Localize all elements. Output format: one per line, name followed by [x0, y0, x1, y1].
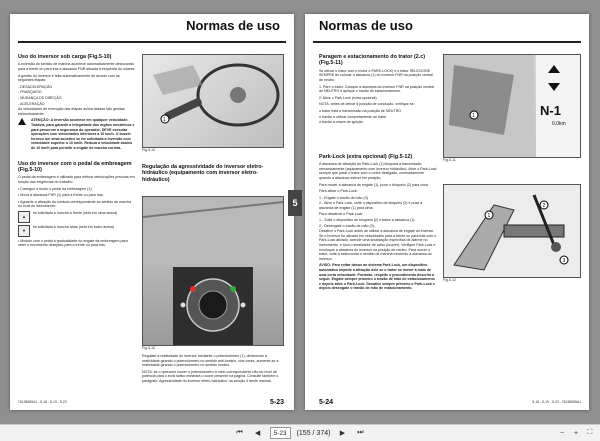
figure-label: Fig.5-10 [142, 346, 156, 350]
paragraph: A gestão do inversor é feita automaticamente de acordo com as seguintes etapas: [18, 73, 120, 83]
header-rule [313, 41, 581, 43]
paragraph: Regulate a reatividade do inversor mediante o potenciómetro (1), diminuindo a reatividade girando o potenciómetro no sentido anti-horário, vice-versa, aumente-se a reatividade girando o potenciómetro no sentido horário. [142, 354, 279, 368]
warning-block [18, 118, 136, 152]
paragraph: Se deixar o trator com o motor e PARK-LOCK) e o trator SELECIONE SEMPRE de colocar a alavanca (1) do inversor FNR na posição central de neutro. [319, 68, 433, 82]
paragraph: As velocidades de execução das etapas acima citadas são geridas eletronicamente. [18, 107, 125, 116]
left-page-header: Normas de uso [186, 18, 280, 33]
paragraph: • Aguarde a ativação do símbolo correspondente ao sentido de marcha no ecrã do instrumento: [18, 199, 132, 209]
figure-label: Fig.5-10 [142, 148, 156, 152]
icon-row [18, 225, 136, 237]
fig2-text-block [142, 354, 282, 396]
section-title: Park-Lock (extra opcional) (Fig.5-12) [319, 153, 413, 160]
gear-display: N-1 [540, 103, 561, 118]
step: 1 - Engate o travão de mão (3) [319, 195, 368, 200]
first-page-icon[interactable]: ⏮ [236, 429, 243, 436]
paragraph: A alavanca de ativação do Park-Lock (1) bloqueia a transmissão mecanicamente (equipamento com inversor hidráulico). Ative o Park-Lock sempre que parar o trator com o motor desligado, nomeadamente quando a alavanca estiver em posição. [319, 162, 437, 180]
header-rule [18, 41, 286, 43]
figure-label: Fig.5-11 [443, 158, 456, 162]
step: 2 - Desengate o travão de mão (3). [319, 223, 375, 228]
left-page-col1 [18, 54, 136, 394]
svg-text:2: 2 [542, 203, 546, 209]
paragraph: • Mova a alavanca FNR (1) para a frente ou para trás. [18, 193, 104, 198]
section-title: Uso do inversor com o pedal da embreagem (Fig.5-10) [18, 160, 132, 173]
arrow-down-icon: ▼ [18, 225, 30, 237]
steering-illustration [143, 55, 283, 147]
list-item: - ACELERAÇÃO [18, 101, 45, 106]
viewer-toolbar [0, 424, 600, 441]
figure-label: Fig.5-12 [443, 278, 457, 282]
figure-fnr-display [443, 54, 581, 158]
paragraph: Desative o Park-Lock antes de utilizar a alavanca de engate do inversor. Se o inversor for ativado em velocidades para a frente ou para trás com o Park-Lock ativado, acende uma sinalização específica de alarme no instrumento, e toca o sinalizador de aviso (buzzer). Verifique Park-Lock e recoloque a alavanca do inversor na posição de neutro. Para mover o trator, volte a seleccionar o sentido de marcha movendo a alavanca do inversor. [319, 229, 437, 261]
page-input[interactable]: 5-23 [270, 427, 291, 439]
park-lock-illustration [444, 185, 580, 277]
figure-steering-lever [142, 54, 284, 148]
page-number: 5-23 [269, 399, 284, 406]
svg-text:1: 1 [487, 213, 491, 219]
step: 2 - Ative o Park-Lock, solte o dispositivo de bloqueio (2) e puxe a alavanca de engate (1) para cima. [319, 201, 423, 210]
warning-text: ATENÇÃO: A inversão acontece em qualquer velocidade. Todavia, para garantir a integridade das órgãos mecânicos e para preservar a segurança do operador, DEVE executar operações com velocidades inferiores a 10 km/h. O buzzer fornece um sinal acústico se for solicitada a inversão com velocidade superior a 10 km/h. Reduza a velocidade abaixo de 10 km/h para permitir a engate de marcha correta. [31, 118, 135, 150]
figure-park-lock [443, 184, 581, 278]
paragraph: Para ativar o Park-Lock: [319, 189, 358, 194]
icon-caption: foi solicitada a marcha à frente (seta em cima acesa) [33, 210, 118, 215]
fullscreen-icon[interactable]: ⛶ [587, 429, 593, 436]
note: NOTA: se o operador mover o potenciómetro a meio correspondente não do nível de potência para o ecrã nativo mostrará o ícone presente na pagina. Consulte também o parágrafo 'Agressividade do inversor eletro-hidráulico' na secção 4 deste manual. [142, 369, 279, 383]
step: 2. Ative o Park Lock (extra opcional). [319, 95, 378, 100]
list-item: - DESACELERAÇÃO [18, 84, 53, 89]
page-footer-code: 76138589A1 - 5-18 - 5-19 - 5-23 [18, 400, 67, 404]
potentiometer-illustration [143, 197, 283, 345]
zoom-controls [556, 427, 596, 439]
fig2-title-block [142, 164, 282, 194]
list-item: o travão a utilizar completamente ao trator [319, 114, 387, 119]
warning-text: AVISO: Para evitar danos ao sistema Park-Lock, um dispositivo automático impede a ativação dele se o trator se mover a mais de uma certa velocidade. Portanto, respeite o procedimento descrito a seguir. Engate sempre primeiro o travão de mão de estacionamento e depois ative o Park-Lock. Desative sempre primeiro o Park-Lock e depois desengate o travão de mão de estacionamento. [319, 263, 435, 291]
speed-display: 0.0km [552, 121, 566, 127]
section-title: Uso do inversor sob carga (Fig.5-10) [18, 54, 112, 60]
figure-potentiometer [142, 196, 284, 346]
prev-page-icon[interactable]: ◀ [254, 430, 261, 437]
left-page [10, 14, 294, 410]
page-count: (155 / 374) [296, 429, 331, 437]
page-number: 5-24 [319, 399, 334, 406]
note: NOTA: antes de deixar a posição de condução, verifique se: [319, 102, 415, 107]
next-page-icon[interactable]: ▶ [339, 430, 346, 437]
last-page-icon[interactable]: ⏭ [357, 429, 364, 436]
list-item: - FRANQUEIO [18, 90, 42, 95]
list-item: o trator está a transmissão na posição de NEUTRO [319, 108, 402, 113]
warning-icon [18, 118, 26, 125]
list-item: - MUDANÇA DE DIREÇÃO [18, 95, 62, 100]
zoom-out-icon[interactable]: − [559, 429, 565, 437]
page-footer-code: 5-18 - 5-19 - 5-23 - 76138589A1 [532, 400, 581, 404]
step: 1 - Solte o dispositivo de bloqueio (2) e baixe a alavanca (1). [319, 218, 416, 223]
paragraph: A inversão do sentido de marcha acontece automaticamente deslocando para a frente ou para trás a alavanca FNR situada à esquerda do volante. [18, 62, 136, 71]
svg-text:3: 3 [562, 258, 566, 264]
section-title: Paragem e estacionamento do trator (2.c) (Fig.5-11) [319, 54, 426, 67]
paragraph: Para mover a alavanca de engate (1), puxe o bloqueio (2) para cima. [319, 182, 429, 187]
right-page-header: Normas de uso [319, 18, 413, 33]
right-page [305, 14, 589, 410]
section-title: Regulação da agressividade do inversor eletro-hidráulico (equipamento com inversor eletro-hidráulico) [142, 164, 264, 183]
paragraph: • Carregue a fundo o pedal da embreagem (1). [18, 186, 93, 191]
paragraph: Para desativar o Park-Lock: [319, 211, 364, 216]
paragraph: O pedal da embreagem é utilizado para efetuar deslocações precisas em função das exigências do trabalho. [18, 175, 135, 184]
step: 1. Pare o trator. Coloque a alavanca do inversor FNR na posição central de NEUTRO e aplique o travão de estacionamento. [319, 84, 434, 94]
chapter-tab: 5 [288, 190, 302, 216]
right-page-col1 [319, 54, 437, 394]
svg-text:1: 1 [163, 117, 166, 123]
list-item: o travão a chave de ignição [319, 120, 363, 125]
paragraph: • Module com o pedal a gradualidade do engate da embreagem para obter o movimento desejado para a frente ou para trás. [18, 238, 128, 248]
zoom-in-icon[interactable]: + [573, 429, 579, 437]
svg-text:1: 1 [472, 113, 475, 119]
icon-row [18, 211, 136, 223]
arrow-up-icon: ▲ [18, 211, 30, 223]
icon-caption: foi solicitada a marcha atrás (seta em baixo acesa) [33, 224, 115, 229]
